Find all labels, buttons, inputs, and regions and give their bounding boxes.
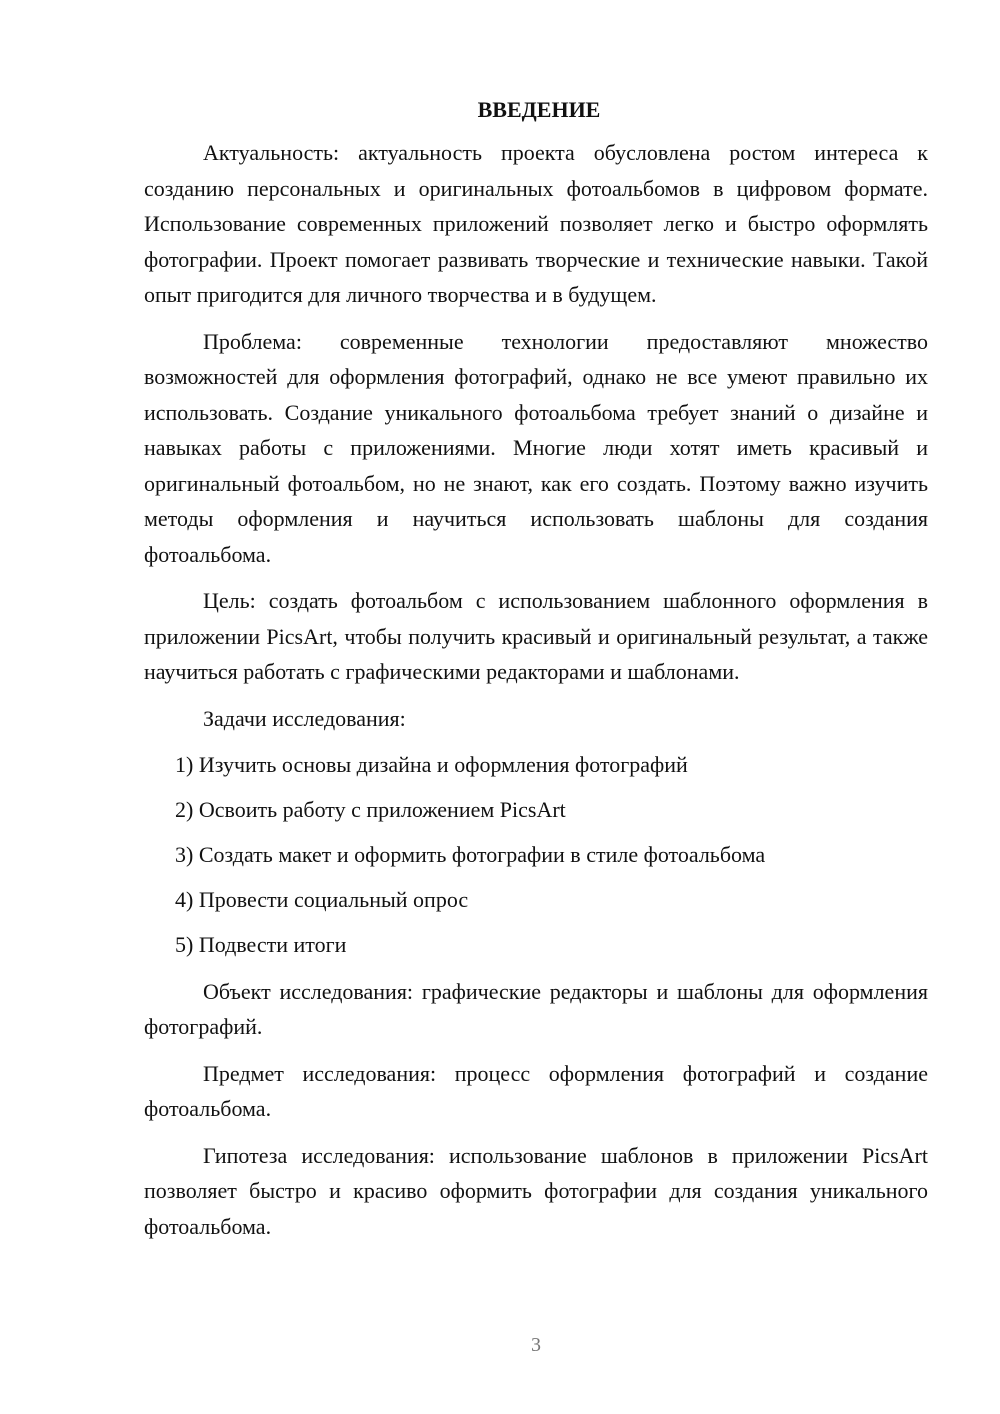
page-title: ВВЕДЕНИЕ <box>477 97 601 122</box>
tasks-list <box>144 747 928 963</box>
relevance-paragraph: Актуальность: актуальность проекта обусловлена ростом интереса к созданию персональных и оригинальных фотоальбомов в цифровом формате. Использование современных приложений позволяет легко и быстро оформлять фотографии. Проект помогает развивать творческие и технические навыки. Такой опыт пригодится для личного творчества и в будущем. <box>144 140 928 307</box>
tasks-heading: Задачи исследования: <box>203 705 406 731</box>
page-content <box>144 95 928 1255</box>
hypothesis-paragraph: Гипотеза исследования: использование шаблонов в приложении PicsArt позволяет быстро и красиво оформить фотографии для создания уникального фотоальбома. <box>144 1142 928 1239</box>
subject-paragraph: Предмет исследования: процесс оформления фотографий и создание фотоальбома. <box>144 1060 928 1121</box>
task-item: 4) Провести социальный опрос <box>175 887 469 912</box>
page-number: 3 <box>531 1334 541 1356</box>
task-item: 1) Изучить основы дизайна и оформления фотографий <box>175 752 688 777</box>
problem-paragraph: Проблема: современные технологии предоставляют множество возможностей для оформления фотографий, однако не все умеют правильно их использовать. Создание уникального фотоальбома требует знаний о дизайне и навыках работы с приложениями. Многие люди хотят иметь красивый и оригинальный фотоальбом, но не знают, как его создать. Поэтому важно изучить методы оформления и научиться использовать шаблоны для создания фотоальбома. <box>144 328 928 567</box>
task-item: 3) Создать макет и оформить фотографии в стиле фотоальбома <box>175 842 766 867</box>
task-item: 5) Подвести итоги <box>175 932 347 957</box>
task-item: 2) Освоить работу с приложением PicsArt <box>175 797 566 822</box>
goal-paragraph: Цель: создать фотоальбом с использованием шаблонного оформления в приложении PicsArt, чтобы получить красивый и оригинальный результат, а также научиться работать с графическими редакторами и шаблонами. <box>144 588 928 684</box>
object-paragraph: Объект исследования: графические редакторы и шаблоны для оформления фотографий. <box>144 978 928 1039</box>
